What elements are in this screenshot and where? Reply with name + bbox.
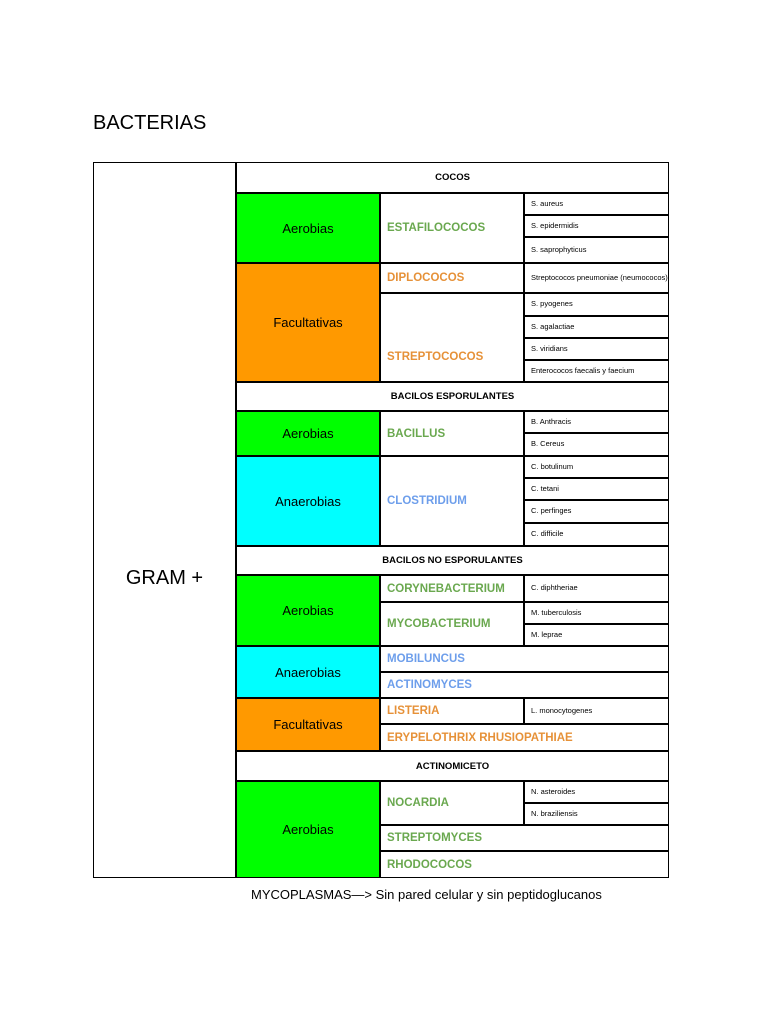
footnote: MYCOPLASMAS—> Sin pared celular y sin peptidoglucanos [251,887,602,902]
gram-positive-column [93,162,236,878]
genus-actinomyces: ACTINOMYCES [380,672,669,698]
genus-clostridium: CLOSTRIDIUM [380,456,524,546]
genus-streptococos: STREPTOCOCOS [380,293,524,382]
species-cell: C. diphtheriae [524,575,669,602]
genus-estafilococos: ESTAFILOCOCOS [380,193,524,263]
genus-erypelothrix-rhusiopathiae: ERYPELOTHRIX RHUSIOPATHIAE [380,724,669,751]
genus-mycobacterium: MYCOBACTERIUM [380,602,524,646]
species-cell: S. epidermidis [524,215,669,237]
category-facultativas: Facultativas [236,698,380,751]
gram-label: GRAM + [125,567,204,589]
genus-nocardia: NOCARDIA [380,781,524,825]
species-cell: C. tetani [524,478,669,500]
genus-streptomyces: STREPTOMYCES [380,825,669,851]
section-header-bacilos-esporulantes: BACILOS ESPORULANTES [236,382,669,411]
species-cell: C. difficile [524,523,669,546]
species-cell: S. viridians [524,338,669,360]
section-header-bacilos-no-esporulantes: BACILOS NO ESPORULANTES [236,546,669,575]
genus-listeria: LISTERIA [380,698,524,724]
genus-rhodococos: RHODOCOCOS [380,851,669,878]
species-cell: C. perfinges [524,500,669,523]
category-facultativas: Facultativas [236,263,380,382]
species-cell: S. saprophyticus [524,237,669,263]
species-cell: N. braziliensis [524,803,669,825]
species-cell: M. leprae [524,624,669,646]
species-cell: S. aureus [524,193,669,215]
category-aerobias: Aerobias [236,411,380,456]
category-aerobias: Aerobias [236,193,380,263]
section-header-actinomiceto: ACTINOMICETO [236,751,669,781]
species-cell: L. monocytogenes [524,698,669,724]
genus-corynebacterium: CORYNEBACTERIUM [380,575,524,602]
species-cell: Streptococos pneumoniae (neumococos) [524,263,669,293]
species-cell: C. botulinum [524,456,669,478]
page-title: BACTERIAS [93,112,207,134]
category-anaerobias: Anaerobias [236,456,380,546]
species-cell: B. Cereus [524,433,669,456]
species-cell: M. tuberculosis [524,602,669,624]
genus-diplococos: DIPLOCOCOS [380,263,524,293]
species-cell: Enterococos faecalis y faecium [524,360,669,382]
genus-bacillus: BACILLUS [380,411,524,456]
species-cell: S. agalactiae [524,316,669,338]
category-aerobias: Aerobias [236,575,380,646]
species-cell: B. Anthracis [524,411,669,433]
genus-mobiluncus: MOBILUNCUS [380,646,669,672]
category-aerobias: Aerobias [236,781,380,878]
section-header-cocos: COCOS [236,162,669,193]
species-cell: N. asteroides [524,781,669,803]
category-anaerobias: Anaerobias [236,646,380,698]
species-cell: S. pyogenes [524,293,669,316]
